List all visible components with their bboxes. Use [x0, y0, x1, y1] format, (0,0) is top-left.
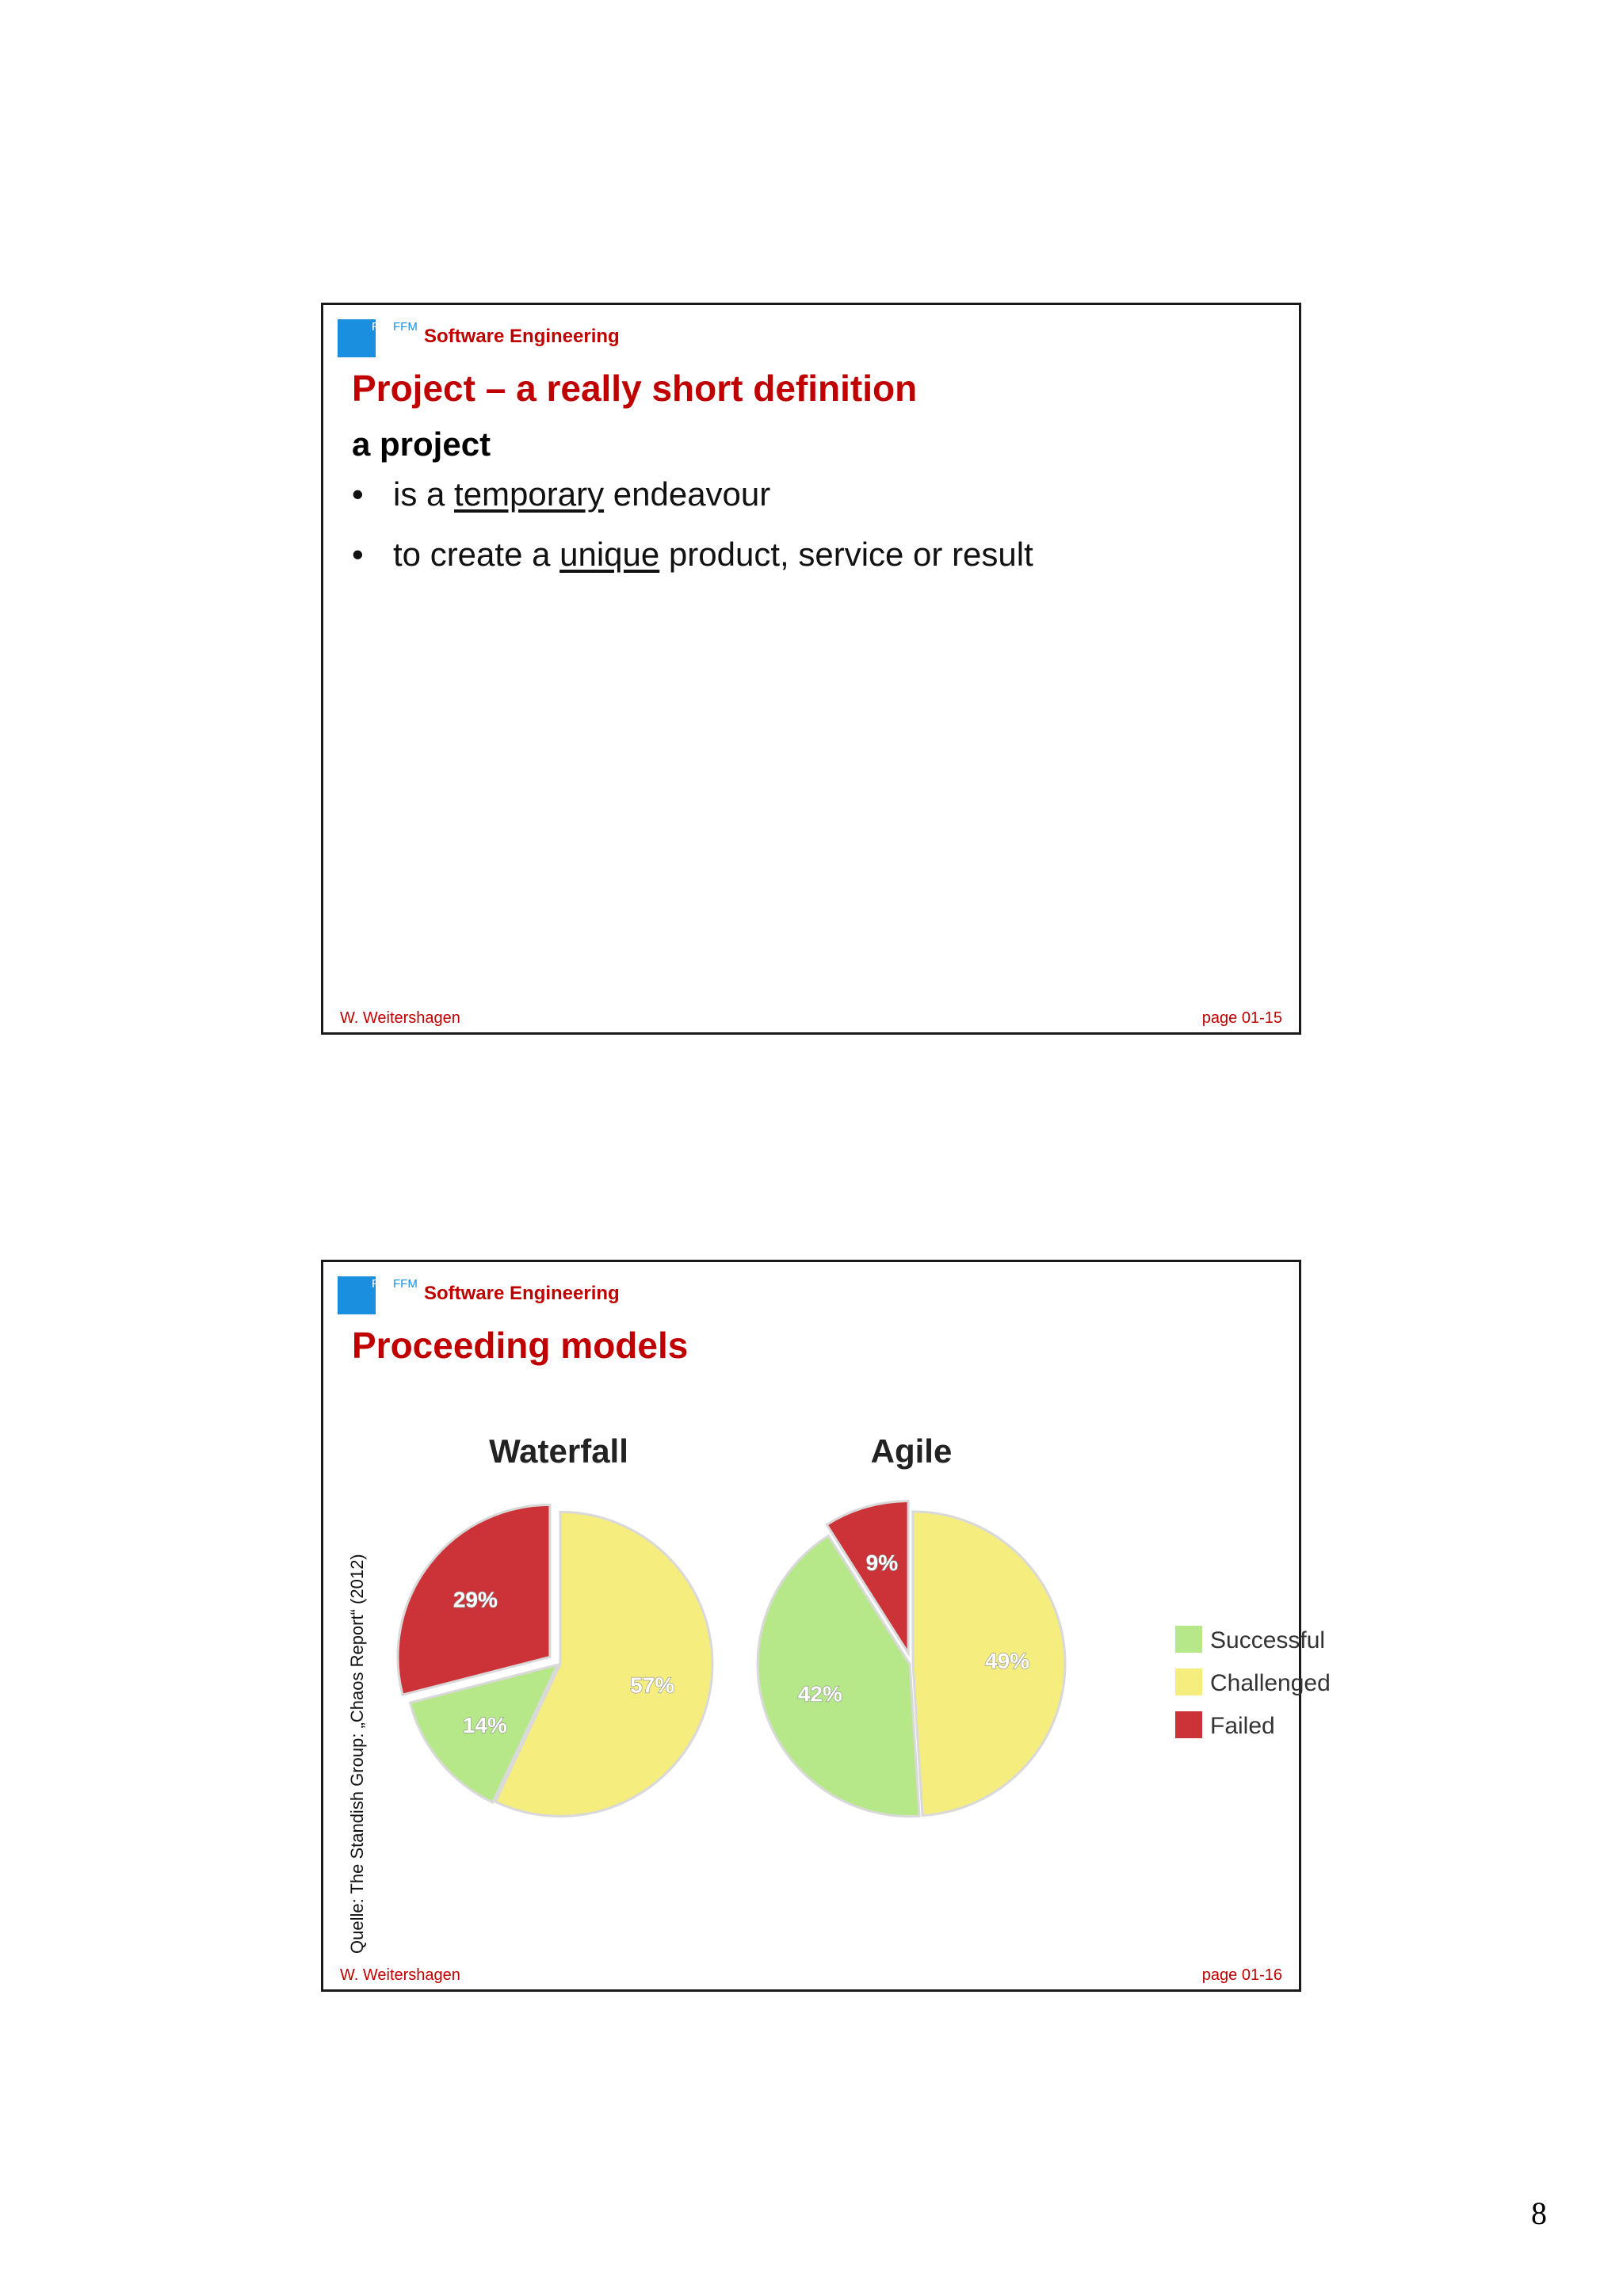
bullet-item — [352, 536, 1033, 596]
logo-square-icon — [338, 319, 376, 357]
fh-ffm-logo — [338, 1276, 418, 1316]
bullet-underlined-word: temporary — [454, 475, 605, 513]
pie-label-waterfall-failed: 29% — [453, 1587, 498, 1612]
logo-fh-text: FH — [372, 1277, 388, 1291]
bullet-marker: • — [352, 475, 364, 513]
course-title: Software Engineering — [424, 326, 620, 347]
bullet-text-post: product, service or result — [659, 536, 1033, 573]
legend-label-failed: Failed — [1210, 1713, 1275, 1739]
slide-project-definition — [321, 303, 1301, 1035]
slide-proceeding-models — [321, 1260, 1331, 1992]
bullet-item — [352, 475, 1033, 536]
legend-swatch-failed — [1175, 1711, 1202, 1738]
bullet-text-pre: is a — [393, 475, 455, 513]
pie-label-agile-failed: 9% — [865, 1550, 899, 1576]
logo-fh-text: FH — [372, 320, 388, 334]
bullet-underlined-word: unique — [559, 536, 660, 573]
source-citation: Quelle: The Standish Group: „Chaos Report“ (2012) — [347, 1554, 367, 1954]
slide-title: Proceeding models — [352, 1325, 689, 1366]
legend-swatch-challenged — [1175, 1669, 1202, 1695]
footer-author: W. Weitershagen — [340, 1009, 460, 1027]
pie-label-waterfall-successful: 14% — [462, 1713, 507, 1738]
footer-author: W. Weitershagen — [340, 1966, 460, 1984]
pie-label-agile-challenged: 49% — [984, 1649, 1030, 1674]
footer-page-label: page 01-16 — [1201, 1966, 1282, 1984]
slide-subheading: a project — [352, 425, 491, 463]
slide-title: Project – a really short definition — [352, 368, 918, 409]
footer-page-label: page 01-15 — [1201, 1009, 1282, 1027]
bullet-list — [352, 475, 1033, 596]
legend-label-successful: Successful — [1210, 1627, 1326, 1653]
pie-label-agile-successful: 42% — [797, 1681, 842, 1707]
bullet-text-pre: to create a — [393, 536, 560, 573]
logo-square-icon — [338, 1276, 376, 1314]
bullet-text-post: endeavour — [604, 475, 771, 513]
logo-ffm-text: FFM — [393, 320, 418, 334]
course-title: Software Engineering — [424, 1283, 620, 1304]
chart-title-waterfall: Waterfall — [489, 1432, 628, 1470]
legend-label-challenged: Challenged — [1210, 1670, 1331, 1696]
fh-ffm-logo — [338, 319, 418, 359]
page-number: 8 — [1531, 2195, 1547, 2231]
pie-label-waterfall-challenged: 57% — [630, 1672, 675, 1698]
legend-swatch-successful — [1175, 1626, 1202, 1653]
logo-ffm-text: FFM — [393, 1277, 418, 1291]
chart-title-agile: Agile — [870, 1432, 953, 1470]
pie-charts — [387, 1425, 1331, 1836]
bullet-marker: • — [352, 536, 364, 573]
